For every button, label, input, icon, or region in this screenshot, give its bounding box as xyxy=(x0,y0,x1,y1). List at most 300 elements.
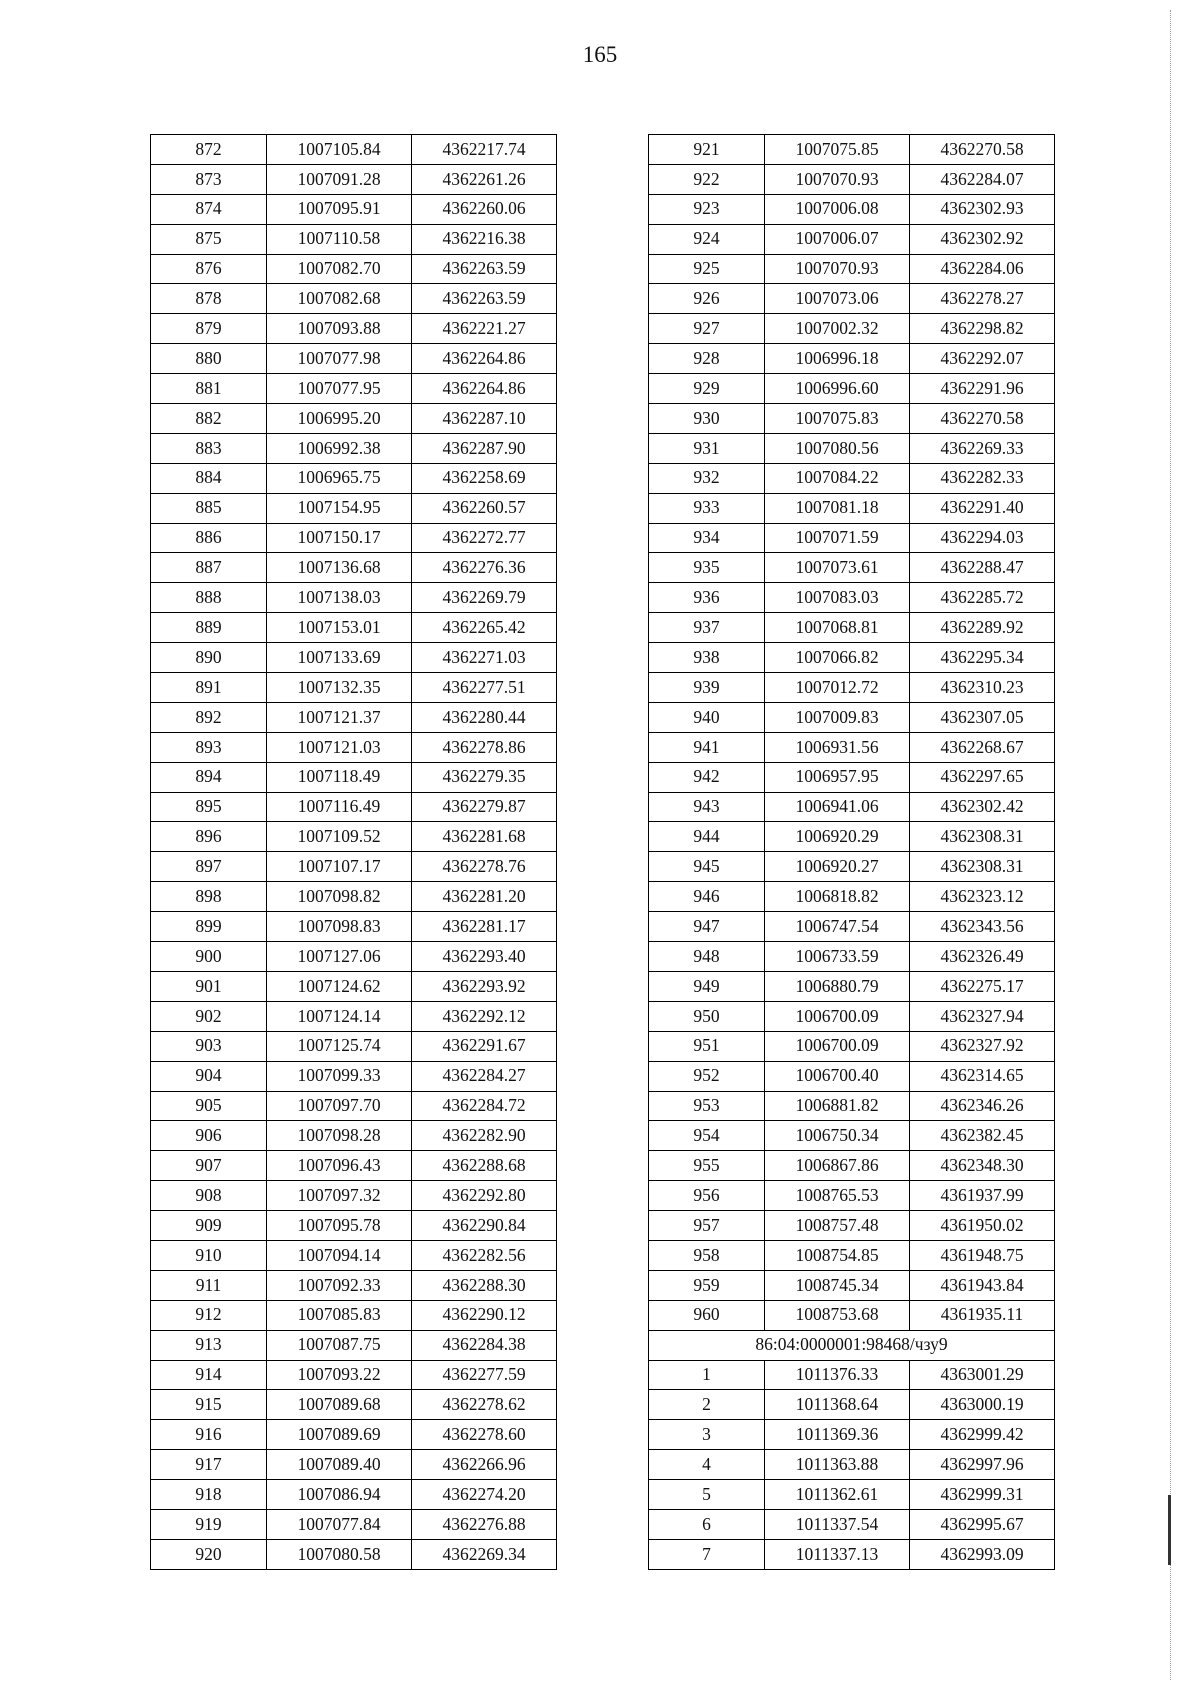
y-coordinate-cell: 4362280.44 xyxy=(412,702,557,732)
x-coordinate-cell: 1007086.94 xyxy=(267,1480,412,1510)
table-row xyxy=(151,1300,557,1330)
y-coordinate-cell: 4362278.27 xyxy=(910,284,1055,314)
y-coordinate-cell: 4362260.06 xyxy=(412,194,557,224)
table-row xyxy=(649,613,1055,643)
x-coordinate-cell: 1006920.27 xyxy=(765,852,910,882)
y-coordinate-cell: 4362258.69 xyxy=(412,463,557,493)
x-coordinate-cell: 1007002.32 xyxy=(765,314,910,344)
table-row xyxy=(151,553,557,583)
y-coordinate-cell: 4362260.57 xyxy=(412,493,557,523)
point-number-cell: 880 xyxy=(151,344,267,374)
x-coordinate-cell: 1006747.54 xyxy=(765,912,910,942)
point-number-cell: 3 xyxy=(649,1420,765,1450)
cadastral-number-label: 86:04:0000001:98468/чзу9 xyxy=(649,1330,1055,1360)
x-coordinate-cell: 1007089.40 xyxy=(267,1450,412,1480)
y-coordinate-cell: 4363000.19 xyxy=(910,1390,1055,1420)
point-number-cell: 905 xyxy=(151,1091,267,1121)
table-row xyxy=(151,254,557,284)
x-coordinate-cell: 1007092.33 xyxy=(267,1270,412,1300)
y-coordinate-cell: 4362288.68 xyxy=(412,1151,557,1181)
y-coordinate-cell: 4362307.05 xyxy=(910,702,1055,732)
x-coordinate-cell: 1011363.88 xyxy=(765,1450,910,1480)
point-number-cell: 914 xyxy=(151,1360,267,1390)
point-number-cell: 951 xyxy=(649,1031,765,1061)
y-coordinate-cell: 4362284.27 xyxy=(412,1061,557,1091)
table-row xyxy=(649,702,1055,732)
point-number-cell: 873 xyxy=(151,164,267,194)
table-row xyxy=(151,822,557,852)
y-coordinate-cell: 4362269.34 xyxy=(412,1539,557,1569)
table-row xyxy=(151,1509,557,1539)
y-coordinate-cell: 4362293.92 xyxy=(412,971,557,1001)
point-number-cell: 917 xyxy=(151,1450,267,1480)
y-coordinate-cell: 4362308.31 xyxy=(910,822,1055,852)
table-row xyxy=(649,404,1055,434)
table-row xyxy=(151,1211,557,1241)
point-number-cell: 918 xyxy=(151,1480,267,1510)
table-row xyxy=(151,1450,557,1480)
table-row xyxy=(649,1360,1055,1390)
point-number-cell: 903 xyxy=(151,1031,267,1061)
y-coordinate-cell: 4361937.99 xyxy=(910,1181,1055,1211)
point-number-cell: 922 xyxy=(649,164,765,194)
table-row xyxy=(649,583,1055,613)
x-coordinate-cell: 1007116.49 xyxy=(267,792,412,822)
x-coordinate-cell: 1006965.75 xyxy=(267,463,412,493)
point-number-cell: 944 xyxy=(649,822,765,852)
point-number-cell: 878 xyxy=(151,284,267,314)
x-coordinate-cell: 1008757.48 xyxy=(765,1211,910,1241)
x-coordinate-cell: 1011362.61 xyxy=(765,1480,910,1510)
y-coordinate-cell: 4362276.88 xyxy=(412,1509,557,1539)
x-coordinate-cell: 1007121.37 xyxy=(267,702,412,732)
table-row xyxy=(649,1420,1055,1450)
point-number-cell: 902 xyxy=(151,1001,267,1031)
x-coordinate-cell: 1007105.84 xyxy=(267,135,412,165)
point-number-cell: 900 xyxy=(151,942,267,972)
table-row xyxy=(649,762,1055,792)
x-coordinate-cell: 1007006.07 xyxy=(765,224,910,254)
x-coordinate-cell: 1007084.22 xyxy=(765,463,910,493)
point-number-cell: 876 xyxy=(151,254,267,284)
x-coordinate-cell: 1007133.69 xyxy=(267,643,412,673)
x-coordinate-cell: 1007080.58 xyxy=(267,1539,412,1569)
table-row xyxy=(649,493,1055,523)
table-row xyxy=(649,971,1055,1001)
y-coordinate-cell: 4362282.90 xyxy=(412,1121,557,1151)
x-coordinate-cell: 1007093.22 xyxy=(267,1360,412,1390)
point-number-cell: 932 xyxy=(649,463,765,493)
point-number-cell: 911 xyxy=(151,1270,267,1300)
x-coordinate-cell: 1007083.03 xyxy=(765,583,910,613)
table-row xyxy=(649,1211,1055,1241)
y-coordinate-cell: 4362302.93 xyxy=(910,194,1055,224)
y-coordinate-cell: 4362995.67 xyxy=(910,1509,1055,1539)
point-number-cell: 935 xyxy=(649,553,765,583)
y-coordinate-cell: 4362281.20 xyxy=(412,882,557,912)
x-coordinate-cell: 1007012.72 xyxy=(765,673,910,703)
table-row xyxy=(151,314,557,344)
table-row xyxy=(649,1031,1055,1061)
point-number-cell: 906 xyxy=(151,1121,267,1151)
table-row xyxy=(151,1151,557,1181)
point-number-cell: 886 xyxy=(151,523,267,553)
table-row xyxy=(649,852,1055,882)
point-number-cell: 931 xyxy=(649,433,765,463)
point-number-cell: 921 xyxy=(649,135,765,165)
y-coordinate-cell: 4362272.77 xyxy=(412,523,557,553)
point-number-cell: 874 xyxy=(151,194,267,224)
table-row xyxy=(151,404,557,434)
y-coordinate-cell: 4362284.07 xyxy=(910,164,1055,194)
x-coordinate-cell: 1011337.13 xyxy=(765,1539,910,1569)
table-row xyxy=(649,1121,1055,1151)
point-number-cell: 889 xyxy=(151,613,267,643)
y-coordinate-cell: 4362275.17 xyxy=(910,971,1055,1001)
point-number-cell: 875 xyxy=(151,224,267,254)
x-coordinate-cell: 1007077.95 xyxy=(267,374,412,404)
x-coordinate-cell: 1008753.68 xyxy=(765,1300,910,1330)
point-number-cell: 950 xyxy=(649,1001,765,1031)
point-number-cell: 947 xyxy=(649,912,765,942)
x-coordinate-cell: 1008745.34 xyxy=(765,1270,910,1300)
y-coordinate-cell: 4362271.03 xyxy=(412,643,557,673)
x-coordinate-cell: 1007085.83 xyxy=(267,1300,412,1330)
y-coordinate-cell: 4362999.42 xyxy=(910,1420,1055,1450)
y-coordinate-cell: 4362302.92 xyxy=(910,224,1055,254)
point-number-cell: 941 xyxy=(649,732,765,762)
point-number-cell: 894 xyxy=(151,762,267,792)
y-coordinate-cell: 4362274.20 xyxy=(412,1480,557,1510)
scan-edge-bar xyxy=(1168,1495,1171,1565)
point-number-cell: 913 xyxy=(151,1330,267,1360)
x-coordinate-cell: 1007153.01 xyxy=(267,613,412,643)
table-row xyxy=(649,1480,1055,1510)
point-number-cell: 5 xyxy=(649,1480,765,1510)
y-coordinate-cell: 4362278.76 xyxy=(412,852,557,882)
table-row xyxy=(649,1300,1055,1330)
point-number-cell: 936 xyxy=(649,583,765,613)
x-coordinate-cell: 1007081.18 xyxy=(765,493,910,523)
table-row xyxy=(151,1091,557,1121)
table-row xyxy=(649,1270,1055,1300)
table-row xyxy=(151,1330,557,1360)
y-coordinate-cell: 4362382.45 xyxy=(910,1121,1055,1151)
point-number-cell: 948 xyxy=(649,942,765,972)
x-coordinate-cell: 1007098.83 xyxy=(267,912,412,942)
x-coordinate-cell: 1006957.95 xyxy=(765,762,910,792)
point-number-cell: 915 xyxy=(151,1390,267,1420)
x-coordinate-cell: 1007097.70 xyxy=(267,1091,412,1121)
x-coordinate-cell: 1007127.06 xyxy=(267,942,412,972)
y-coordinate-cell: 4362279.87 xyxy=(412,792,557,822)
table-row xyxy=(151,1360,557,1390)
y-coordinate-cell: 4362999.31 xyxy=(910,1480,1055,1510)
x-coordinate-cell: 1007009.83 xyxy=(765,702,910,732)
y-coordinate-cell: 4362269.79 xyxy=(412,583,557,613)
point-number-cell: 896 xyxy=(151,822,267,852)
x-coordinate-cell: 1006818.82 xyxy=(765,882,910,912)
x-coordinate-cell: 1011376.33 xyxy=(765,1360,910,1390)
y-coordinate-cell: 4362278.62 xyxy=(412,1390,557,1420)
y-coordinate-cell: 4362281.68 xyxy=(412,822,557,852)
y-coordinate-cell: 4362270.58 xyxy=(910,135,1055,165)
x-coordinate-cell: 1007118.49 xyxy=(267,762,412,792)
y-coordinate-cell: 4362282.56 xyxy=(412,1240,557,1270)
table-row xyxy=(649,1001,1055,1031)
table-row xyxy=(151,374,557,404)
y-coordinate-cell: 4362308.31 xyxy=(910,852,1055,882)
table-row xyxy=(649,553,1055,583)
x-coordinate-cell: 1007154.95 xyxy=(267,493,412,523)
point-number-cell: 924 xyxy=(649,224,765,254)
point-number-cell: 926 xyxy=(649,284,765,314)
coordinates-table-left xyxy=(150,134,557,1570)
x-coordinate-cell: 1007096.43 xyxy=(267,1151,412,1181)
table-row xyxy=(151,523,557,553)
x-coordinate-cell: 1007075.85 xyxy=(765,135,910,165)
table-row xyxy=(151,1031,557,1061)
y-coordinate-cell: 4362269.33 xyxy=(910,433,1055,463)
x-coordinate-cell: 1006996.60 xyxy=(765,374,910,404)
table-row xyxy=(151,1539,557,1569)
table-row xyxy=(151,882,557,912)
x-coordinate-cell: 1006995.20 xyxy=(267,404,412,434)
table-row xyxy=(151,1420,557,1450)
point-number-cell: 892 xyxy=(151,702,267,732)
point-number-cell: 949 xyxy=(649,971,765,1001)
x-coordinate-cell: 1007124.62 xyxy=(267,971,412,1001)
x-coordinate-cell: 1007077.98 xyxy=(267,344,412,374)
x-coordinate-cell: 1007098.82 xyxy=(267,882,412,912)
y-coordinate-cell: 4362284.72 xyxy=(412,1091,557,1121)
table-row xyxy=(151,1061,557,1091)
point-number-cell: 882 xyxy=(151,404,267,434)
y-coordinate-cell: 4362277.51 xyxy=(412,673,557,703)
y-coordinate-cell: 4362346.26 xyxy=(910,1091,1055,1121)
x-coordinate-cell: 1007089.69 xyxy=(267,1420,412,1450)
point-number-cell: 888 xyxy=(151,583,267,613)
table-row xyxy=(649,1509,1055,1539)
y-coordinate-cell: 4362294.03 xyxy=(910,523,1055,553)
x-coordinate-cell: 1007095.91 xyxy=(267,194,412,224)
x-coordinate-cell: 1011337.54 xyxy=(765,1509,910,1539)
y-coordinate-cell: 4362310.23 xyxy=(910,673,1055,703)
point-number-cell: 919 xyxy=(151,1509,267,1539)
point-number-cell: 890 xyxy=(151,643,267,673)
y-coordinate-cell: 4362277.59 xyxy=(412,1360,557,1390)
table-row xyxy=(151,673,557,703)
x-coordinate-cell: 1007125.74 xyxy=(267,1031,412,1061)
point-number-cell: 912 xyxy=(151,1300,267,1330)
y-coordinate-cell: 4362323.12 xyxy=(910,882,1055,912)
x-coordinate-cell: 1007107.17 xyxy=(267,852,412,882)
table-row xyxy=(151,1480,557,1510)
y-coordinate-cell: 4362278.86 xyxy=(412,732,557,762)
y-coordinate-cell: 4362327.94 xyxy=(910,1001,1055,1031)
table-row xyxy=(151,643,557,673)
table-row xyxy=(151,1001,557,1031)
y-coordinate-cell: 4362297.65 xyxy=(910,762,1055,792)
table-row xyxy=(649,1539,1055,1569)
point-number-cell: 933 xyxy=(649,493,765,523)
x-coordinate-cell: 1007097.32 xyxy=(267,1181,412,1211)
y-coordinate-cell: 4362278.60 xyxy=(412,1420,557,1450)
y-coordinate-cell: 4362284.06 xyxy=(910,254,1055,284)
y-coordinate-cell: 4362287.90 xyxy=(412,433,557,463)
x-coordinate-cell: 1007075.83 xyxy=(765,404,910,434)
table-row xyxy=(151,971,557,1001)
table-row xyxy=(151,1390,557,1420)
point-number-cell: 960 xyxy=(649,1300,765,1330)
y-coordinate-cell: 4362290.84 xyxy=(412,1211,557,1241)
x-coordinate-cell: 1007138.03 xyxy=(267,583,412,613)
page-number: 165 xyxy=(582,42,618,67)
point-number-cell: 7 xyxy=(649,1539,765,1569)
x-coordinate-cell: 1007080.56 xyxy=(765,433,910,463)
x-coordinate-cell: 1007082.68 xyxy=(267,284,412,314)
table-row xyxy=(151,1270,557,1300)
y-coordinate-cell: 4362217.74 xyxy=(412,135,557,165)
point-number-cell: 953 xyxy=(649,1091,765,1121)
table-row xyxy=(649,732,1055,762)
point-number-cell: 910 xyxy=(151,1240,267,1270)
table-row xyxy=(151,702,557,732)
point-number-cell: 901 xyxy=(151,971,267,1001)
table-row xyxy=(649,194,1055,224)
table-row xyxy=(151,344,557,374)
x-coordinate-cell: 1006733.59 xyxy=(765,942,910,972)
table-row xyxy=(649,284,1055,314)
point-number-cell: 929 xyxy=(649,374,765,404)
point-number-cell: 897 xyxy=(151,852,267,882)
point-number-cell: 928 xyxy=(649,344,765,374)
x-coordinate-cell: 1011369.36 xyxy=(765,1420,910,1450)
table-row xyxy=(649,1061,1055,1091)
point-number-cell: 959 xyxy=(649,1270,765,1300)
table-row xyxy=(649,643,1055,673)
y-coordinate-cell: 4361943.84 xyxy=(910,1270,1055,1300)
table-row xyxy=(649,374,1055,404)
table-row xyxy=(649,882,1055,912)
point-number-cell: 956 xyxy=(649,1181,765,1211)
y-coordinate-cell: 4362261.26 xyxy=(412,164,557,194)
y-coordinate-cell: 4362293.40 xyxy=(412,942,557,972)
point-number-cell: 930 xyxy=(649,404,765,434)
table-row xyxy=(649,135,1055,165)
x-coordinate-cell: 1007124.14 xyxy=(267,1001,412,1031)
table-row xyxy=(649,1091,1055,1121)
x-coordinate-cell: 1007132.35 xyxy=(267,673,412,703)
y-coordinate-cell: 4362302.42 xyxy=(910,792,1055,822)
x-coordinate-cell: 1007095.78 xyxy=(267,1211,412,1241)
table-row xyxy=(151,194,557,224)
point-number-cell: 946 xyxy=(649,882,765,912)
point-number-cell: 904 xyxy=(151,1061,267,1091)
y-coordinate-cell: 4362314.65 xyxy=(910,1061,1055,1091)
table-row xyxy=(649,912,1055,942)
point-number-cell: 4 xyxy=(649,1450,765,1480)
point-number-cell: 925 xyxy=(649,254,765,284)
y-coordinate-cell: 4362263.59 xyxy=(412,254,557,284)
table-row xyxy=(649,1240,1055,1270)
y-coordinate-cell: 4362288.47 xyxy=(910,553,1055,583)
y-coordinate-cell: 4362216.38 xyxy=(412,224,557,254)
table-row xyxy=(151,583,557,613)
y-coordinate-cell: 4362291.67 xyxy=(412,1031,557,1061)
table-row xyxy=(151,284,557,314)
y-coordinate-cell: 4362285.72 xyxy=(910,583,1055,613)
table-row xyxy=(649,433,1055,463)
y-coordinate-cell: 4362265.42 xyxy=(412,613,557,643)
point-number-cell: 879 xyxy=(151,314,267,344)
y-coordinate-cell: 4362284.38 xyxy=(412,1330,557,1360)
x-coordinate-cell: 1006750.34 xyxy=(765,1121,910,1151)
x-coordinate-cell: 1007070.93 xyxy=(765,164,910,194)
y-coordinate-cell: 4362287.10 xyxy=(412,404,557,434)
table-row xyxy=(649,1151,1055,1181)
y-coordinate-cell: 4362993.09 xyxy=(910,1539,1055,1569)
point-number-cell: 899 xyxy=(151,912,267,942)
y-coordinate-cell: 4362326.49 xyxy=(910,942,1055,972)
x-coordinate-cell: 1006920.29 xyxy=(765,822,910,852)
x-coordinate-cell: 1007073.61 xyxy=(765,553,910,583)
table-row xyxy=(151,792,557,822)
x-coordinate-cell: 1007087.75 xyxy=(267,1330,412,1360)
point-number-cell: 907 xyxy=(151,1151,267,1181)
x-coordinate-cell: 1007109.52 xyxy=(267,822,412,852)
y-coordinate-cell: 4362268.67 xyxy=(910,732,1055,762)
point-number-cell: 955 xyxy=(649,1151,765,1181)
table-row xyxy=(151,1240,557,1270)
x-coordinate-cell: 1007073.06 xyxy=(765,284,910,314)
point-number-cell: 920 xyxy=(151,1539,267,1569)
table-row xyxy=(649,1390,1055,1420)
x-coordinate-cell: 1006700.09 xyxy=(765,1001,910,1031)
x-coordinate-cell: 1008754.85 xyxy=(765,1240,910,1270)
table-row xyxy=(649,344,1055,374)
x-coordinate-cell: 1007006.08 xyxy=(765,194,910,224)
point-number-cell: 958 xyxy=(649,1240,765,1270)
y-coordinate-cell: 4362264.86 xyxy=(412,344,557,374)
table-row xyxy=(649,792,1055,822)
x-coordinate-cell: 1007082.70 xyxy=(267,254,412,284)
point-number-cell: 881 xyxy=(151,374,267,404)
point-number-cell: 952 xyxy=(649,1061,765,1091)
point-number-cell: 893 xyxy=(151,732,267,762)
point-number-cell: 2 xyxy=(649,1390,765,1420)
y-coordinate-cell: 4361950.02 xyxy=(910,1211,1055,1241)
table-row xyxy=(151,852,557,882)
table-row xyxy=(151,493,557,523)
point-number-cell: 908 xyxy=(151,1181,267,1211)
y-coordinate-cell: 4362291.40 xyxy=(910,493,1055,523)
x-coordinate-cell: 1007093.88 xyxy=(267,314,412,344)
y-coordinate-cell: 4362290.12 xyxy=(412,1300,557,1330)
x-coordinate-cell: 1007094.14 xyxy=(267,1240,412,1270)
table-row xyxy=(649,1181,1055,1211)
table-row xyxy=(649,942,1055,972)
point-number-cell: 945 xyxy=(649,852,765,882)
table-row xyxy=(151,1121,557,1151)
table-row xyxy=(151,135,557,165)
y-coordinate-cell: 4362281.17 xyxy=(412,912,557,942)
table-row xyxy=(151,942,557,972)
table-row xyxy=(151,433,557,463)
y-coordinate-cell: 4362279.35 xyxy=(412,762,557,792)
x-coordinate-cell: 1007091.28 xyxy=(267,164,412,194)
table-row xyxy=(151,613,557,643)
